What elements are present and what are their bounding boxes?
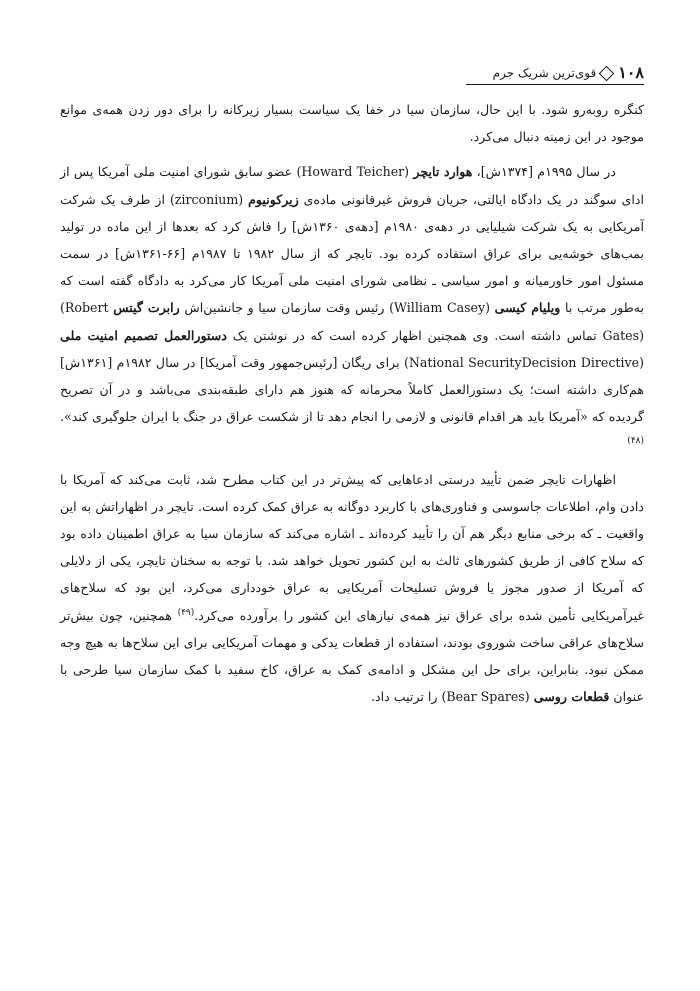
running-book-title: قوی‌ترین شریک جرم — [492, 66, 597, 80]
footnote-ref-49: (۴۹) — [177, 607, 195, 618]
p2-text-1: در سال ۱۹۹۵م [۱۳۷۴ش]، — [472, 164, 616, 180]
p3-en-bear-spares: (Bear Spares) — [441, 689, 530, 705]
p3-text-3: را ترتیب داد. — [371, 689, 442, 705]
p2-bold-gates: رابرت گیتس — [113, 300, 180, 316]
p2-bold-directive: دستورالعمل تصمیم امنیت ملی — [60, 327, 227, 343]
p2-text-4: رئیس وقت سازمان سیا و جانشین‌اش — [179, 300, 390, 316]
running-header — [54, 58, 644, 84]
p2-en-zirconium: (zirconium) — [169, 191, 244, 207]
p2-text-3: از طرف یک شرکت آمریکایی به یک شرکت شیلیایی در دهه‌ی ۱۹۸۰م [دهه‌ی ۱۳۶۰ش] را فاش کرد که بعدها از این ماده در تولید بمب‌های خوشه‌یی برای عراق استفاده کرده بود. تایچر که از سال ۱۹۸۲ تا ۱۹۸۷م [۶۶-۱۳۶۱ش] در سمت مسئول امور خاورمیانه و امور سیاسی ـ نظامی شورای امنیت ملی آمریکا کار می‌کرد به دادگاه گفته است که به‌طور مرتب با — [60, 191, 645, 316]
p2-text-2: عضو سابق شورای امنیت ملی آمریکا پس از ادای سوگند در یک دادگاه ایالتی، جریان فروش غیرقانونی ماده‌ی — [60, 164, 644, 207]
p2-en-gates: (Robert Gates) — [60, 300, 644, 343]
p2-bold-casey: ویلیام کیسی — [494, 300, 561, 316]
p2-bold-zirconium: زیرکونیوم — [248, 191, 299, 207]
paragraph-3 — [60, 466, 644, 711]
paragraph-1-text: کنگره روبه‌رو شود. با این حال، سازمان سیا در خفا یک سیاست بسیار زیرکانه را برای دور زدن همه‌ی موانع موجود در این زمینه دنبال می‌کرد. — [60, 102, 644, 145]
page-number: ۱۰۸ — [618, 63, 644, 82]
p2-bold-teicher: هوارد تایچر — [413, 164, 473, 180]
header-rule — [466, 84, 644, 85]
footnote-ref-48: (۴۸) — [627, 436, 644, 447]
p2-text-5: تماس داشته است. وی همچنین اظهار کرده است که در نوشتن یک — [226, 327, 603, 343]
paragraph-2 — [60, 158, 644, 457]
diamond-ornament-icon — [599, 66, 615, 82]
p2-en-teicher: (Howard Teicher) — [296, 164, 410, 180]
p2-text-6: برای ریگان [رئیس‌جمهور وقت آمریکا] در سال ۱۹۸۲م [۱۳۶۱ش] هم‌کاری داشته است؛ یک دستورالعمل کاملاً محرمانه که هنوز هم دارای طبقه‌بندی می‌باشد و در آن تصریح گردیده که «آمریکا باید هر اقدام قانونی و لازمی را انجام دهد تا از شکست عراق در جنگ با ایران جلوگیری کند». — [60, 354, 644, 425]
body-text — [60, 96, 644, 710]
p3-text-1: اظهارات تایچر ضمن تأیید درستی ادعاهایی که پیش‌تر در این کتاب مطرح شد، ثابت می‌کند که آمریکا با دادن وام، اطلاعات جاسوسی و فناوری‌های با کاربرد دوگانه به عراق کمک کرده است. تایچر در اظهاراتش به این واقعیت ـ که برخی منابع دیگر هم آن را تأیید کرده‌اند ـ اشاره می‌کند که سازمان سیا به عراق اطمینان داده بود که سلاح کافی از طریق کشورهای ثالث به این کشور تحویل خواهد شد. با توجه به سخنان تایچر، یکی از دلایلی که آمریکا از صدور مجوز یا فروش تسلیحات آمریکایی به عراق خودداری می‌کرد، این بود که سلاح‌های غیرآمریکایی تأمین شده برای عراق نیز همه‌ی نیازهای این کشور را برآورده می‌کرد. — [60, 471, 644, 623]
p3-bold-bear-spares: قطعات روسی — [533, 689, 610, 705]
p2-en-directive: (National SecurityDecision Directive) — [403, 354, 644, 370]
paragraph-1 — [60, 96, 644, 150]
p3-text-2: همچنین، چون بیش‌تر سلاح‌های عراقی ساخت شوروی بودند، استفاده از قطعات یدکی و مهمات آمریکایی برای این سلاح‌ها به هیچ وجه ممکن نبود. بنابراین، برای حل این مشکل و ادامه‌ی کمک به عراق، کاخ سفید با کمک سازمان سیا طرحی با عنوان — [60, 607, 644, 705]
p2-en-casey: (William Casey) — [389, 300, 491, 316]
